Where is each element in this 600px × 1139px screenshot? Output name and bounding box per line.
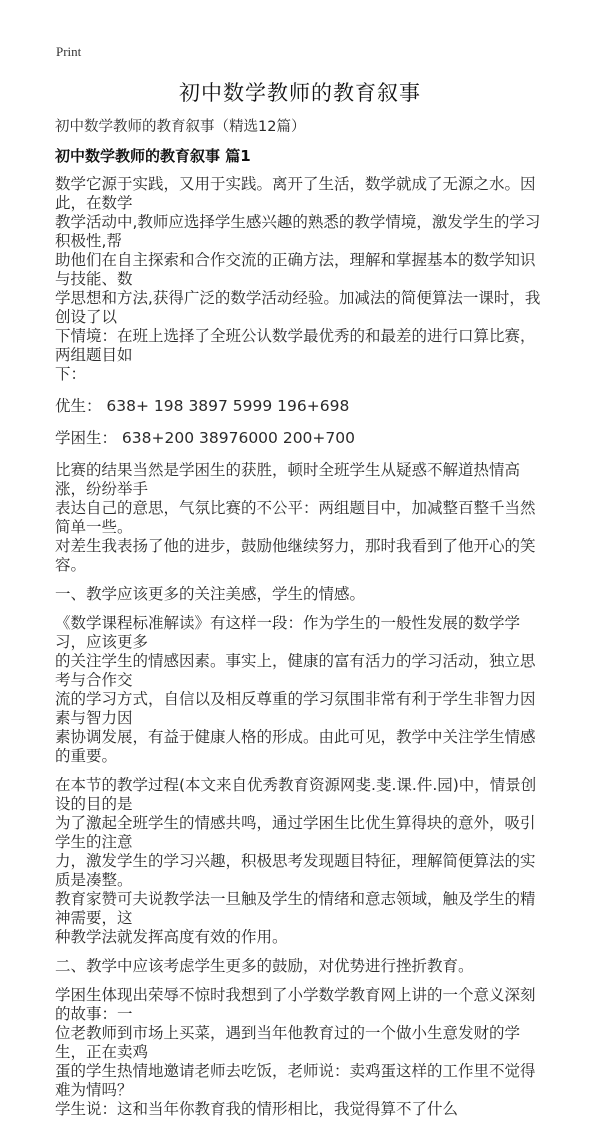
text-line: 力，激发学生的学习兴趣，积极思考发现题目特征，理解简便算法的实质是凑整。 [55,852,536,889]
text-line: 助他们在自主探索和合作交流的正确方法，理解和掌握基本的数学知识与技能、数 [55,251,536,288]
text-line: 种教学法就发挥高度有效的作用。 [55,928,288,946]
text-line: 一、教学应该更多的关注美感，学生的情感。 [55,585,366,603]
text-line: 学生说：这和当年你教育我的情形相比，我觉得算不了什么 [55,1100,459,1118]
paragraph-process [55,776,550,947]
text-line: 位老教师到市场上买菜，遇到当年他教育过的一个做小生意发财的学生，正在卖鸡 [55,1024,521,1061]
text-line: 优生： 638+ 198 3897 5999 196+698 [55,397,350,415]
text-line: 二、教学中应该考虑学生更多的鼓励，对优势进行挫折教育。 [55,957,474,975]
paragraph-intro [55,175,550,384]
text-line: 素协调发展，有益于健康人格的形成。由此可见，教学中关注学生情感的重要。 [55,728,536,765]
text-line: 学困生： 638+200 38976000 200+700 [55,429,355,447]
text-line: 教学活动中,教师应选择学生感兴趣的熟悉的教学情境，激发学生的学习积极性,帮 [55,213,541,250]
text-line: 对差生我表扬了他的进步，鼓励他继续努力，那时我看到了他开心的笑容。 [55,537,536,574]
text-line: 流的学习方式，自信以及相反尊重的学习氛围非常有利于学生非智力因素与智力因 [55,690,536,727]
paragraph-point-one [55,585,550,604]
paragraph-struggling-students [55,429,550,448]
paragraph-top-students [55,397,550,416]
page-title: 初中数学教师的教育叙事 [179,81,421,105]
text-line: 为了激起全班学生的情感共鸣，通过学困生比优生算得块的意外，吸引学生的注意 [55,814,536,851]
text-line: 的关注学生的情感因素。事实上，健康的富有活力的学习活动，独立思考与合作交 [55,652,536,689]
paragraph-point-two [55,957,550,976]
text-line: 下情境：在班上选择了全班公认数学最优秀的和最差的进行口算比赛，两组题目如 [55,327,536,364]
text-line: 蛋的学生热情地邀请老师去吃饭，老师说：卖鸡蛋这样的工作里不觉得难为情吗？ [55,1062,536,1099]
text-line: 表达自己的意思，气氛比赛的不公平：两组题目中，加减整百整千当然简单一些。 [55,499,536,536]
section-heading: 初中数学教师的教育叙事 篇1 [55,147,251,165]
text-line: 数学它源于实践，又用于实践。离开了生活，数学就成了无源之水。因此，在数学 [55,175,536,212]
text-line: 在本节的教学过程(本文来自优秀教育资源网斐.斐.课.件.园)中，情景创设的目的是 [55,776,537,813]
paragraph-story [55,986,550,1119]
text-line: 下： [55,365,87,383]
print-link[interactable]: Print [56,44,82,59]
paragraph-curriculum [55,614,550,766]
document-subtitle: 初中数学教师的教育叙事（精选12篇） [55,119,306,135]
text-line: 教育家赞可夫说教学法一旦触及学生的情绪和意志领域，触及学生的精神需要，这 [55,890,536,927]
paragraph-result [55,461,550,575]
text-line: 《数学课程标准解读》有这样一段：作为学生的一般性发展的数学学习，应该更多 [55,614,521,651]
text-line: 比赛的结果当然是学困生的获胜，顿时全班学生从疑惑不解道热情高涨，纷纷举手 [55,461,521,498]
text-line: 学困生体现出荣辱不惊时我想到了小学数学教育网上讲的一个意义深刻的故事：一 [55,986,536,1023]
text-line: 学思想和方法,获得广泛的数学活动经验。加减法的简便算法一课时，我创设了以 [55,289,541,326]
